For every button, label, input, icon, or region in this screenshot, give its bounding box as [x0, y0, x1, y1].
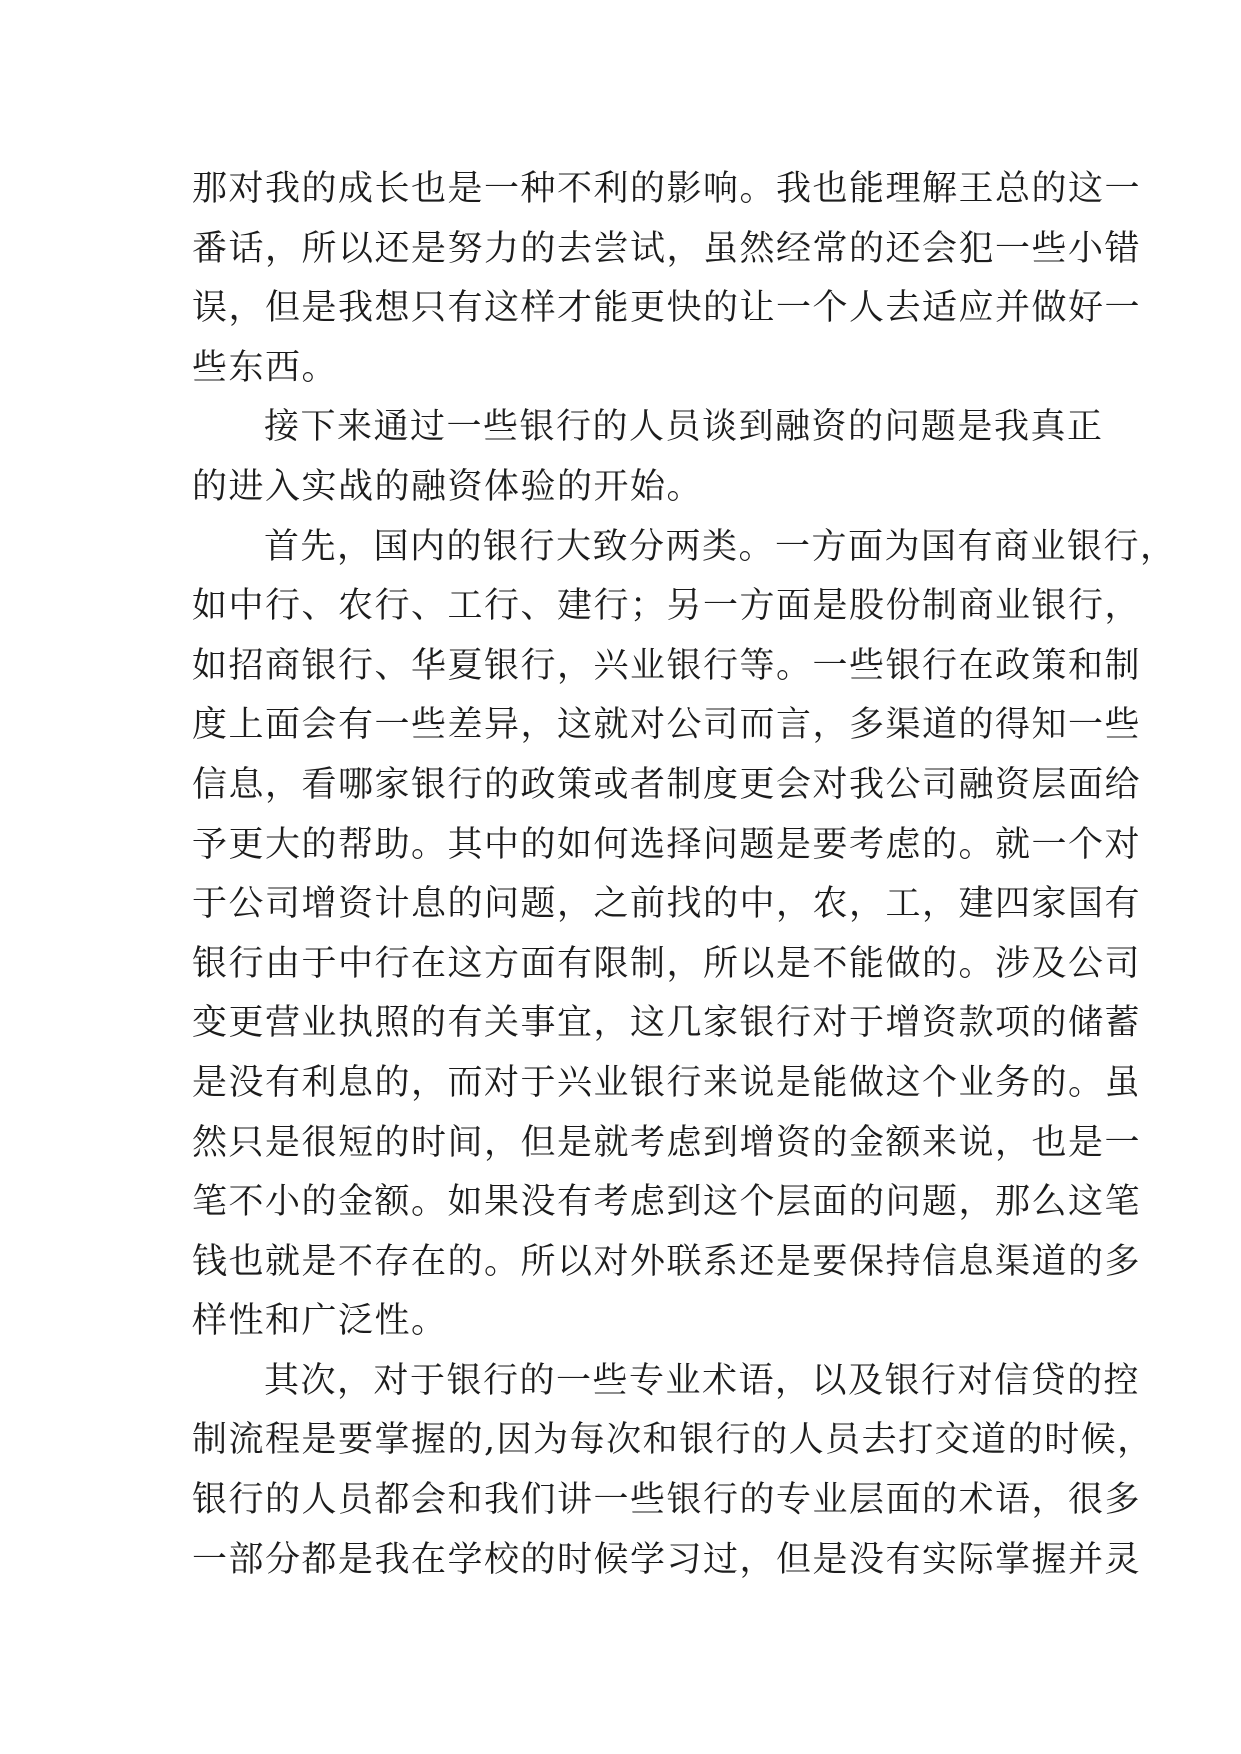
- text-line: 度上面会有一些差异，这就对公司而言，多渠道的得知一些: [192, 705, 1142, 746]
- paragraph-4: [192, 1352, 1154, 1590]
- text-line: 然只是很短的时间，但是就考虑到增资的金额来说，也是一: [192, 1122, 1142, 1163]
- text-line: 笔不小的金额。如果没有考虑到这个层面的问题，那么这笔: [192, 1182, 1142, 1223]
- text-line: 那对我的成长也是一种不利的影响。我也能理解王总的这一: [192, 169, 1142, 209]
- text-line: 其次，对于银行的一些专业术语，以及银行对信贷的控: [264, 1360, 1141, 1401]
- text-line: 制流程是要掌握的,因为每次和银行的人员去打交道的时候，: [192, 1420, 1154, 1461]
- text-line: 予更大的帮助。其中的如何选择问题是要考虑的。就一个对: [192, 824, 1142, 865]
- text-line: 信息，看哪家银行的政策或者制度更会对我公司融资层面给: [192, 764, 1142, 805]
- document-body: [192, 160, 1177, 1590]
- paragraph-2: [192, 398, 1104, 517]
- text-line: 首先，国内的银行大致分两类。一方面为国有商业银行，: [264, 526, 1177, 567]
- text-line: 变更营业执照的有关事宜，这几家银行对于增资款项的储蓄: [192, 1003, 1142, 1044]
- text-line: 于公司增资计息的问题，之前找的中，农，工，建四家国有: [192, 884, 1142, 925]
- text-line: 的进入实战的融资体验的开始。: [192, 466, 704, 507]
- text-line: 接下来通过一些银行的人员谈到融资的问题是我真正: [264, 407, 1104, 448]
- text-line: 番话，所以还是努力的去尝试，虽然经常的还会犯一些小错: [192, 228, 1142, 269]
- paragraph-3: [192, 518, 1177, 1352]
- paragraph-1: [192, 160, 1142, 398]
- text-line: 如中行、农行、工行、建行；另一方面是股份制商业银行，: [192, 586, 1142, 627]
- text-line: 样性和广泛性。: [192, 1301, 448, 1342]
- text-line: 误，但是我想只有这样才能更快的让一个人去适应并做好一: [192, 288, 1142, 329]
- text-line: 钱也就是不存在的。所以对外联系还是要保持信息渠道的多: [192, 1241, 1142, 1282]
- text-line: 些东西。: [192, 347, 339, 388]
- text-line: 如招商银行、华夏银行，兴业银行等。一些银行在政策和制: [192, 645, 1142, 686]
- text-line: 银行由于中行在这方面有限制，所以是不能做的。涉及公司: [192, 943, 1142, 984]
- text-line: 是没有利息的，而对于兴业银行来说是能做这个业务的。虽: [192, 1062, 1142, 1103]
- text-line: 一部分都是我在学校的时候学习过，但是没有实际掌握并灵: [192, 1539, 1142, 1580]
- text-line: 银行的人员都会和我们讲一些银行的专业层面的术语，很多: [192, 1480, 1142, 1521]
